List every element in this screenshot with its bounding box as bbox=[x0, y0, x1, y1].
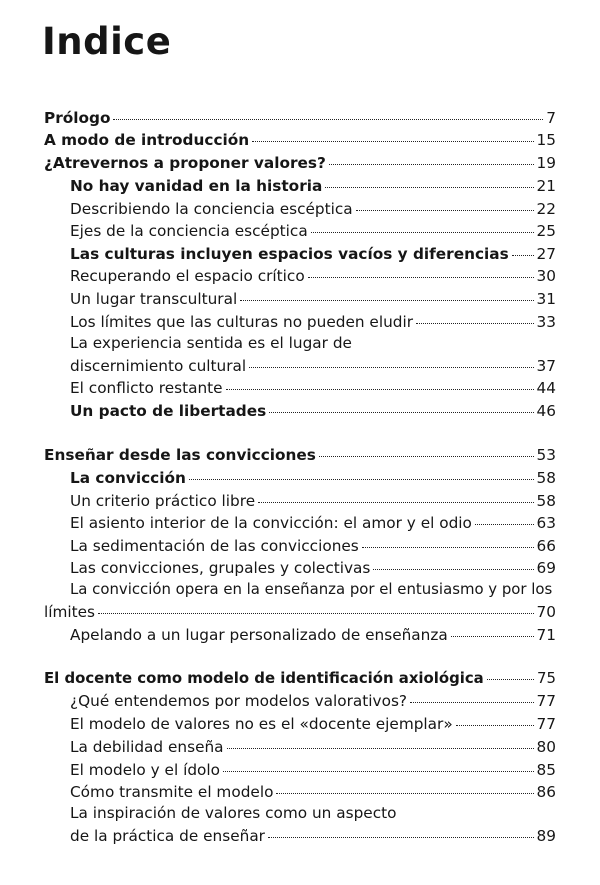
toc-entry-page: 77 bbox=[536, 692, 556, 710]
leader-dots bbox=[226, 388, 534, 390]
toc-entry-title: límites bbox=[44, 603, 96, 621]
toc-entry-title: Las culturas incluyen espacios vacíos y diferencias bbox=[70, 245, 509, 263]
toc-entry-title: Un pacto de libertades bbox=[70, 402, 267, 420]
leader-dots bbox=[451, 635, 534, 637]
toc-entry[interactable] bbox=[70, 244, 556, 264]
toc-entry[interactable] bbox=[70, 266, 556, 286]
toc-entry[interactable] bbox=[44, 445, 556, 465]
leader-dots bbox=[487, 678, 534, 680]
toc-entry[interactable] bbox=[70, 176, 556, 196]
toc-entry-page: 69 bbox=[536, 559, 556, 577]
leader-dots bbox=[189, 478, 534, 480]
toc-entry-title-line: La experiencia sentida es el lugar de bbox=[70, 334, 352, 352]
toc-entry[interactable] bbox=[70, 356, 556, 376]
toc-entry-page: 27 bbox=[536, 245, 556, 263]
toc-entry-title: El docente como modelo de identificación axiológica bbox=[44, 669, 484, 687]
toc-entry[interactable] bbox=[70, 558, 556, 578]
leader-dots bbox=[325, 186, 533, 188]
leader-dots bbox=[113, 118, 543, 120]
leader-dots bbox=[269, 411, 533, 413]
toc-entry-page: 86 bbox=[536, 783, 556, 801]
toc-entry-page: 44 bbox=[536, 379, 556, 397]
leader-dots bbox=[223, 770, 534, 772]
toc-entry[interactable] bbox=[44, 668, 556, 688]
leader-dots bbox=[319, 455, 534, 457]
toc-entry[interactable] bbox=[44, 602, 556, 622]
toc-entry[interactable] bbox=[44, 108, 556, 128]
index-title: Indice bbox=[42, 20, 172, 63]
toc-entry[interactable] bbox=[44, 153, 556, 173]
toc-entry-title: discernimiento cultural bbox=[70, 357, 247, 375]
leader-dots bbox=[249, 366, 533, 368]
toc-entry-title: de la práctica de enseñar bbox=[70, 827, 265, 845]
toc-entry[interactable] bbox=[70, 401, 556, 421]
toc-entry[interactable] bbox=[44, 130, 556, 150]
toc-entry-title: Los límites que las culturas no pueden eludir bbox=[70, 313, 414, 331]
leader-dots bbox=[311, 231, 534, 233]
toc-entry-title: El modelo y el ídolo bbox=[70, 761, 220, 779]
toc-entry-title: Enseñar desde las convicciones bbox=[44, 446, 316, 464]
toc-entry-page: 58 bbox=[536, 469, 556, 487]
toc-entry-page: 70 bbox=[536, 603, 556, 621]
toc-entry[interactable] bbox=[70, 737, 556, 757]
toc-entry[interactable] bbox=[70, 221, 556, 241]
toc-entry-title: ¿Atrevernos a proponer valores? bbox=[44, 154, 326, 172]
toc-entry[interactable] bbox=[70, 289, 556, 309]
leader-dots bbox=[512, 254, 534, 256]
leader-dots bbox=[276, 792, 533, 794]
toc-entry-title: La convicción bbox=[70, 469, 186, 487]
toc-entry-title: La sedimentación de las convicciones bbox=[70, 537, 359, 555]
toc-entry-title: ¿Qué entendemos por modelos valorativos? bbox=[70, 692, 408, 710]
toc-entry[interactable] bbox=[70, 491, 556, 511]
toc-entry-title: Un criterio práctico libre bbox=[70, 492, 256, 510]
toc-entry[interactable] bbox=[70, 782, 556, 802]
leader-dots bbox=[98, 612, 534, 614]
toc-entry[interactable] bbox=[70, 468, 556, 488]
toc-entry-title-line: La inspiración de valores como un aspecto bbox=[70, 804, 397, 822]
toc-entry-title: Prólogo bbox=[44, 109, 111, 127]
toc-entry-page: 7 bbox=[546, 109, 556, 127]
toc-entry[interactable] bbox=[70, 513, 556, 533]
toc-entry[interactable] bbox=[70, 826, 556, 846]
toc-entry-title: Apelando a un lugar personalizado de enseñanza bbox=[70, 626, 448, 644]
toc-entry-page: 33 bbox=[536, 313, 556, 331]
toc-entry-title-line: La convicción opera en la enseñanza por el entusiasmo y por los bbox=[70, 580, 553, 598]
toc-entry[interactable] bbox=[70, 691, 556, 711]
toc-entry-title: Un lugar transcultural bbox=[70, 290, 238, 308]
toc-entry-page: 85 bbox=[536, 761, 556, 779]
leader-dots bbox=[410, 701, 533, 703]
toc-entry-page: 71 bbox=[536, 626, 556, 644]
toc-entry-title: La debilidad enseña bbox=[70, 738, 224, 756]
toc-entry[interactable] bbox=[70, 312, 556, 332]
leader-dots bbox=[329, 163, 534, 165]
toc-entry-page: 53 bbox=[536, 446, 556, 464]
toc-entry[interactable] bbox=[70, 536, 556, 556]
toc-entry-title: Las convicciones, grupales y colectivas bbox=[70, 559, 371, 577]
leader-dots bbox=[356, 209, 534, 211]
leader-dots bbox=[362, 546, 534, 548]
toc-entry-page: 89 bbox=[536, 827, 556, 845]
toc-entry-page: 66 bbox=[536, 537, 556, 555]
leader-dots bbox=[475, 523, 534, 525]
toc-entry[interactable] bbox=[70, 625, 556, 645]
leader-dots bbox=[373, 568, 533, 570]
toc-entry-title: Ejes de la conciencia escéptica bbox=[70, 222, 308, 240]
toc-entry-title: Describiendo la conciencia escéptica bbox=[70, 200, 353, 218]
toc-entry[interactable] bbox=[70, 760, 556, 780]
toc-entry-title: Cómo transmite el modelo bbox=[70, 783, 274, 801]
toc-entry-page: 75 bbox=[537, 669, 556, 687]
leader-dots bbox=[240, 299, 533, 301]
toc-entry-page: 15 bbox=[536, 131, 556, 149]
leader-dots bbox=[252, 140, 533, 142]
toc-entry-page: 22 bbox=[536, 200, 556, 218]
toc-entry-page: 21 bbox=[536, 177, 556, 195]
toc-entry-page: 30 bbox=[536, 267, 556, 285]
toc-entry-title: No hay vanidad en la historia bbox=[70, 177, 323, 195]
leader-dots bbox=[258, 501, 533, 503]
leader-dots bbox=[227, 747, 534, 749]
leader-dots bbox=[268, 836, 534, 838]
toc-entry-page: 63 bbox=[536, 514, 556, 532]
toc-entry[interactable] bbox=[70, 378, 556, 398]
toc-entry-title: Recuperando el espacio crítico bbox=[70, 267, 305, 285]
toc-entry-page: 80 bbox=[536, 738, 556, 756]
toc-entry-page: 25 bbox=[536, 222, 556, 240]
leader-dots bbox=[308, 276, 534, 278]
toc-entry-page: 46 bbox=[536, 402, 556, 420]
leader-dots bbox=[456, 724, 534, 726]
toc-entry-title: El asiento interior de la convicción: el amor y el odio bbox=[70, 514, 472, 532]
toc-entry[interactable] bbox=[70, 714, 556, 734]
toc-entry-page: 31 bbox=[536, 290, 556, 308]
toc-entry-title: El modelo de valores no es el «docente ejemplar» bbox=[70, 715, 453, 733]
toc-entry-title: El conflicto restante bbox=[70, 379, 223, 397]
toc-entry-title: A modo de introducción bbox=[44, 131, 250, 149]
toc-entry-page: 77 bbox=[536, 715, 556, 733]
leader-dots bbox=[416, 322, 534, 324]
toc-entry-page: 58 bbox=[536, 492, 556, 510]
toc-entry-page: 19 bbox=[536, 154, 556, 172]
toc-entry[interactable] bbox=[70, 199, 556, 219]
toc-entry-page: 37 bbox=[536, 357, 556, 375]
